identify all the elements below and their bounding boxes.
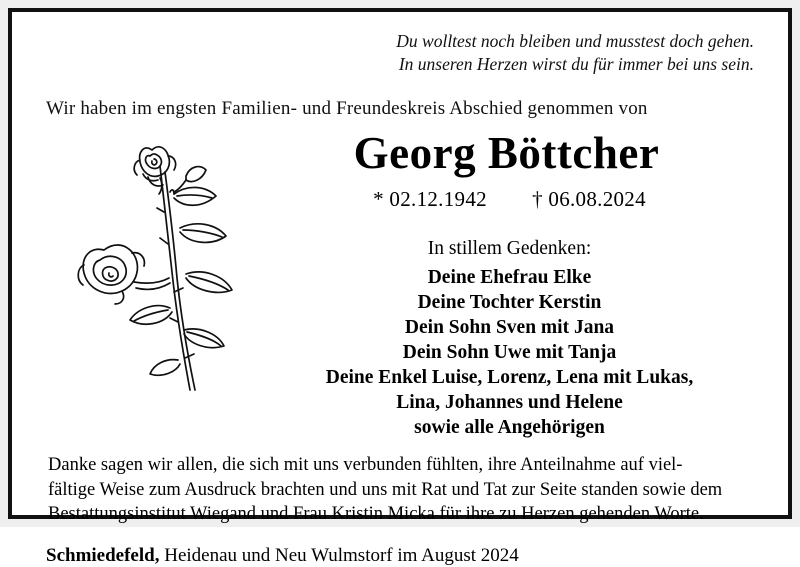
death-date: † 06.08.2024 <box>532 187 646 212</box>
motto-block <box>46 30 754 76</box>
list-item: sowie alle Angehörigen <box>414 417 605 439</box>
rose-branch-icon <box>46 124 261 394</box>
list-item: Deine Ehefrau Elke <box>427 267 592 289</box>
remembrance-label: In stillem Gedenken: <box>427 238 592 260</box>
list-item: Deine Enkel Luise, Lorenz, Lena mit Lukas, <box>325 367 694 389</box>
list-item: Lina, Johannes und Helene <box>396 392 623 414</box>
obituary-content <box>12 12 788 566</box>
body-row <box>46 124 758 441</box>
list-item: Dein Sohn Sven mit Jana <box>404 317 615 339</box>
place-and-date <box>46 545 758 567</box>
birth-date: * 02.12.1942 <box>373 187 487 212</box>
intro-text: Wir haben im engsten Familien- und Freundeskreis Abschied genommen von <box>46 98 648 120</box>
life-dates <box>261 187 758 212</box>
motto-line-1: Du wolltest noch bleiben und musstest doch gehen. <box>396 31 754 51</box>
deceased-block <box>261 124 758 441</box>
list-item: Deine Tochter Kerstin <box>417 292 602 314</box>
obituary-frame <box>8 8 792 566</box>
closing-paragraph <box>46 453 758 527</box>
closing-line-3: Bestattungsinstitut Wiegand und Frau Kristin Micka für ihre zu Herzen gehenden Worte. <box>48 504 704 525</box>
closing-line-1: Danke sagen wir allen, die sich mit uns verbunden fühlten, ihre Anteilnahme auf viel- <box>48 455 683 476</box>
list-item: Dein Sohn Uwe mit Tanja <box>402 342 617 364</box>
place-name: Schmiedefeld, <box>46 544 160 566</box>
motto-line-2: In unseren Herzen wirst du für immer bei uns sein. <box>398 54 754 75</box>
deceased-name: Georg Böttcher <box>353 128 660 179</box>
family-list <box>261 266 758 441</box>
place-rest: Heidenau und Neu Wulmstorf im August 2024 <box>159 544 519 566</box>
closing-line-2: fältige Weise zum Ausdruck brachten und uns mit Rat und Tat zur Seite standen sowie dem <box>48 479 723 500</box>
